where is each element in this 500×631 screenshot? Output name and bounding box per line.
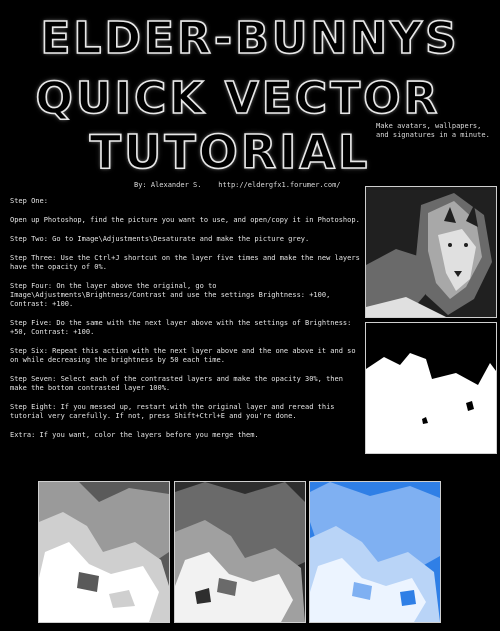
wolf-photo-original-icon	[366, 187, 496, 317]
title-line-2: QUICK VECTOR	[35, 73, 441, 124]
step-text: Step Three: Use the Ctrl+J shortcut on the layer five times and make the new layers have the opacity of 0%.	[10, 254, 360, 271]
step-text: Step One:	[10, 197, 48, 205]
wolf-photo-original	[365, 186, 497, 318]
byline	[134, 181, 341, 189]
step-text: Step Two: Go to Image\Adjustments\Desaturate and make the picture grey.	[10, 235, 310, 243]
title-line-1: ELDER-BUNNYS	[40, 13, 460, 64]
wolf-vector-grey-light	[38, 481, 170, 623]
wolf-vector-grey-dark	[174, 481, 306, 623]
title-line-3: TUTORIAL	[89, 125, 371, 179]
wolf-vector-grey-dark-icon	[175, 482, 305, 622]
wolf-contrast-layer-icon	[366, 323, 496, 453]
byline-url[interactable]: http://eldergfx1.forumer.com/	[218, 181, 341, 189]
step-text: Open up Photoshop, find the picture you want to use, and open/copy it in Photoshop.	[10, 216, 360, 224]
step-text: Step Seven: Select each of the contrasted layers and make the opacity 30%, then make the bottom contrasted layer 100%.	[10, 375, 343, 392]
wolf-contrast-layer	[365, 322, 497, 454]
step-text: Step Eight: If you messed up, restart with the original layer and reread this tutorial very carefully. If not, press Shift+Ctrl+E and you're done.	[10, 403, 335, 420]
tutorial-steps	[10, 197, 360, 450]
wolf-vector-blue-icon	[310, 482, 440, 622]
wolf-vector-grey-light-icon	[39, 482, 169, 622]
step-text: Step Four: On the layer above the original, go to Image\Adjustments\Brightness/Contrast and use the settings Brightness: +100, Contrast: +100.	[10, 282, 331, 308]
byline-author: By: Alexander S.	[134, 181, 202, 189]
wolf-vector-blue	[309, 481, 441, 623]
step-text: Step Five: Do the same with the next layer above with the settings of Brightness: +50, Contrast: +100.	[10, 319, 352, 336]
step-text: Extra: If you want, color the layers before you merge them.	[10, 431, 259, 439]
step-text: Step Six: Repeat this action with the next layer above and the one above it and so on while decreasing the brightness by 50 each time.	[10, 347, 356, 364]
tagline: Make avatars, wallpapers, and signatures in a minute.	[376, 122, 490, 139]
